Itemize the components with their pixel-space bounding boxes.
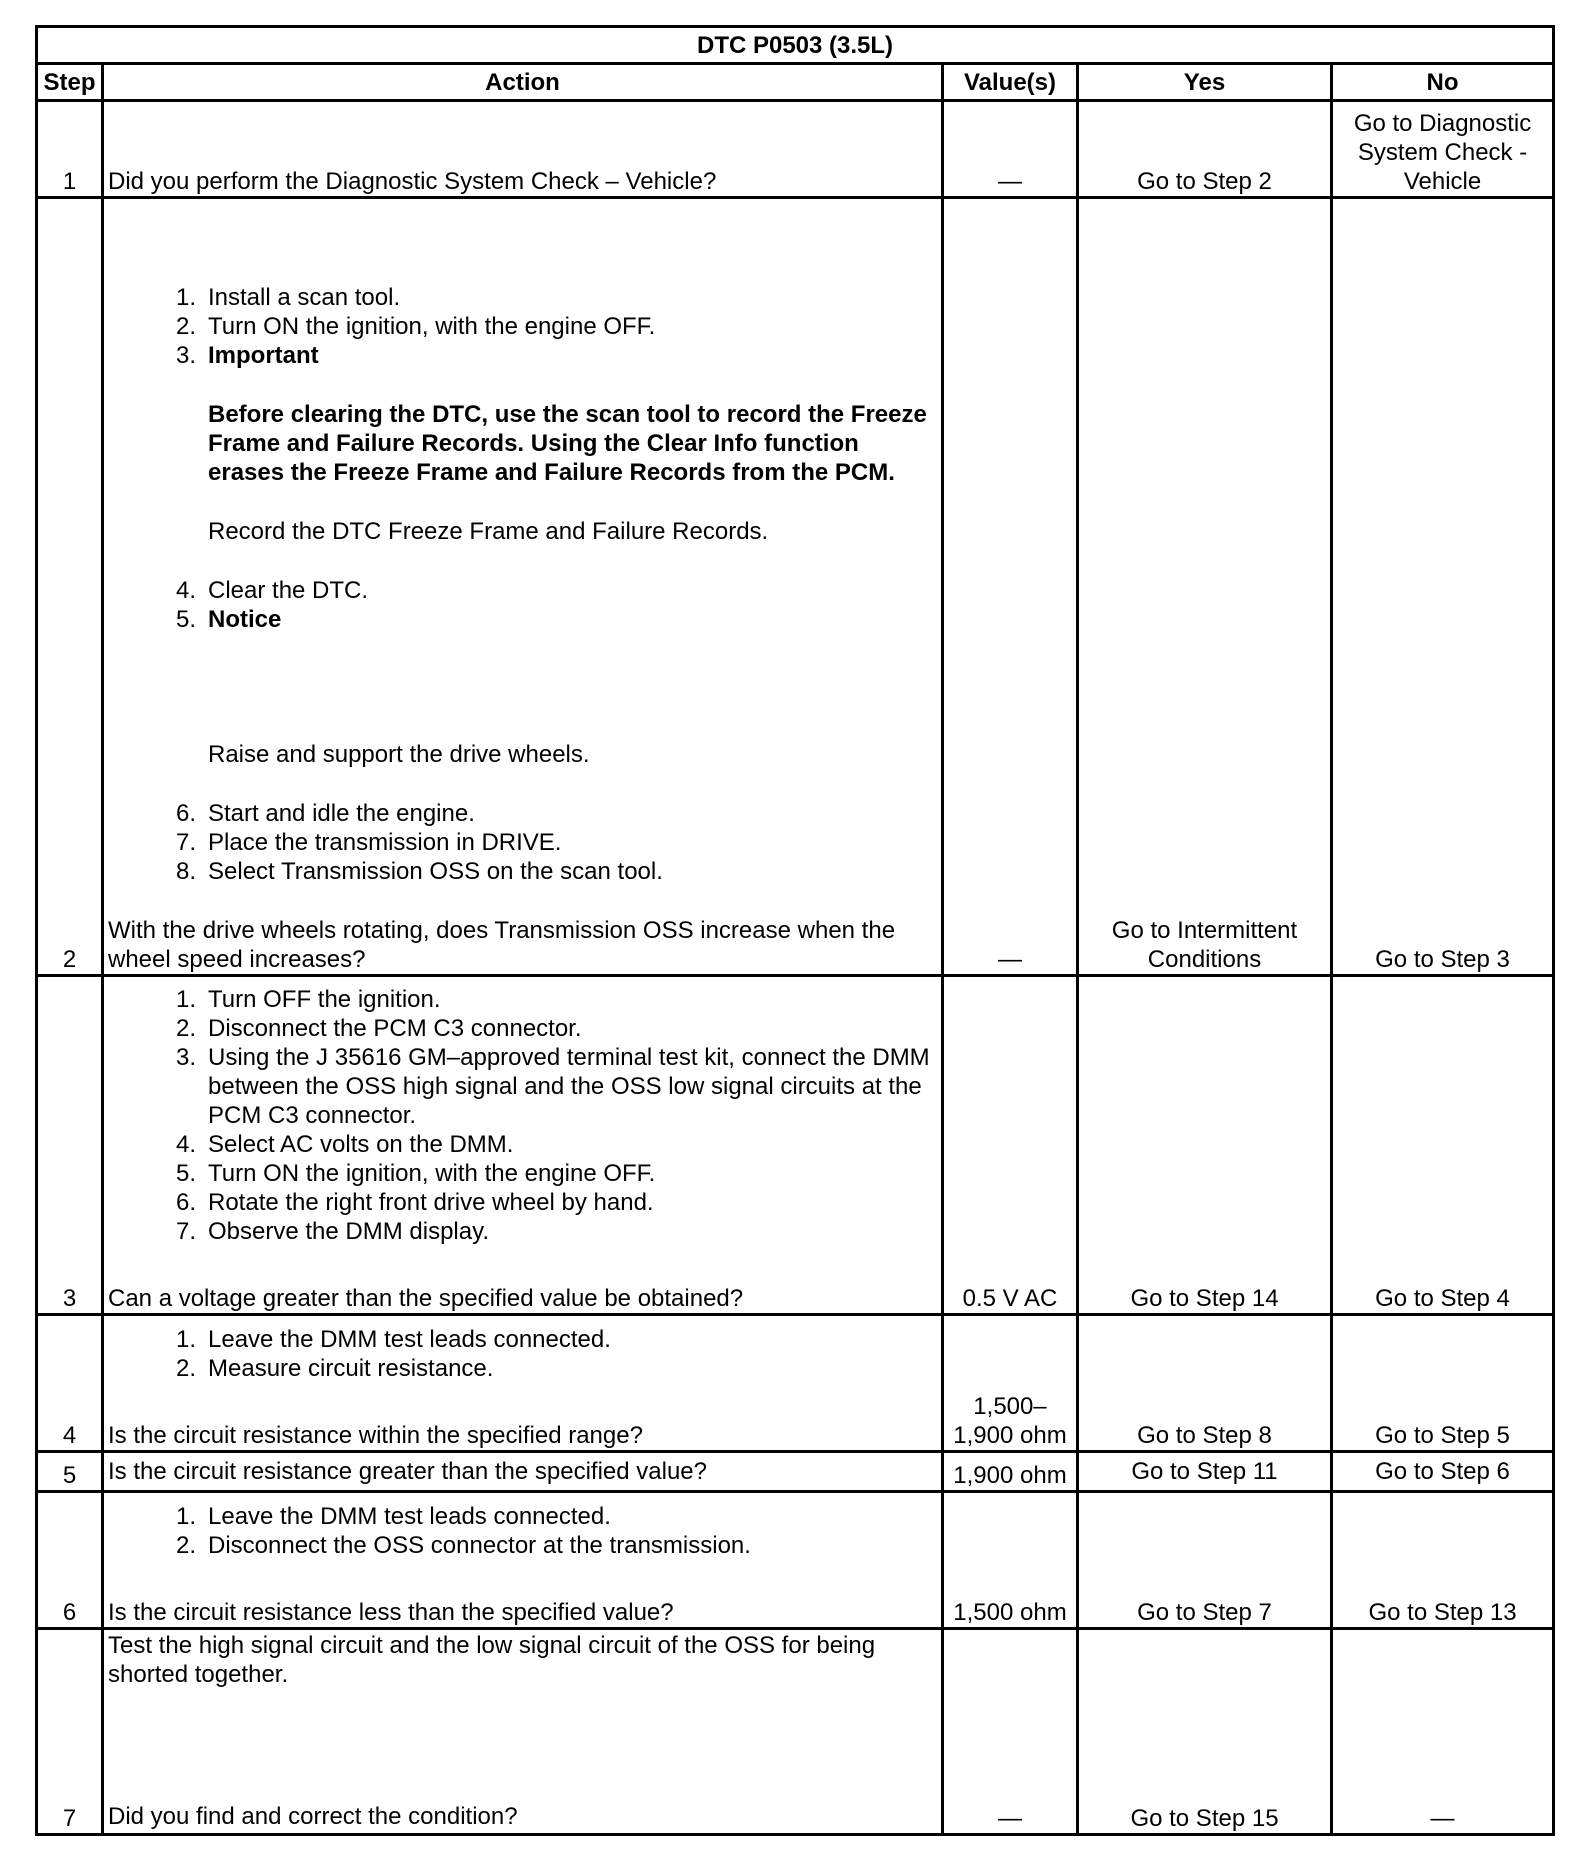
table-row [37,198,1554,976]
record-text: Record the DTC Freeze Frame and Failure Records. [208,518,769,545]
list-item: 8. Select Transmission OSS on the scan tool. [175,858,663,885]
raise-text: Raise and support the drive wheels. [208,741,590,768]
question-text: With the drive wheels rotating, does Transmission OSS increase when the wheel speed increases? [108,917,896,973]
table-row [37,1315,1554,1452]
list-item: 4. Select AC volts on the DMM. [175,1131,514,1158]
step-number: 2 [37,198,103,976]
action-list [108,1502,937,1560]
important-text: Before clearing the DTC, use the scan tool to record the Freeze Frame and Failure Records. Using the Clear Info function erases the Freeze Frame and Failure Records from the PCM. [208,401,927,486]
action-cell [103,1452,943,1492]
list-item: 4. Clear the DTC. [175,577,369,604]
list-item: 7. Place the transmission in DRIVE. [175,829,562,856]
dtc-table [35,25,1555,1836]
list-item: 3. Using the J 35616 GM–approved terminal test kit, connect the DMM between the OSS high signal and the OSS low signal circuits at the PCM C3 connector. [175,1044,930,1129]
question-text: Can a voltage greater than the specified value be obtained? [108,1285,744,1312]
header-values: Value(s) [943,64,1078,101]
list-item: 2. Disconnect the PCM C3 connector. [175,1015,582,1042]
question-text: Is the circuit resistance within the specified range? [108,1422,643,1449]
intro-text: Test the high signal circuit and the low signal circuit of the OSS for being shorted together. [108,1632,876,1688]
action-cell [103,101,943,198]
action-list [108,576,937,634]
list-item: 5. Notice [175,606,282,633]
table-title: DTC P0503 (3.5L) [37,27,1554,64]
value-cell: 1,900 ohm [943,1452,1078,1492]
action-list [108,985,937,1246]
list-item: 7. Observe the DMM display. [175,1218,489,1245]
header-yes: Yes [1078,64,1332,101]
yes-cell: Go to Step 7 [1078,1492,1332,1629]
value-cell: — [943,1629,1078,1835]
table-row [37,1452,1554,1492]
list-item: 1. Turn OFF the ignition. [175,986,441,1013]
title-row [37,27,1554,64]
list-item: 1. Leave the DMM test leads connected. [175,1326,611,1353]
step-number: 5 [37,1452,103,1492]
list-item: 3. Important [175,342,319,369]
step-number: 4 [37,1315,103,1452]
header-step: Step [37,64,103,101]
action-cell [103,1492,943,1629]
no-cell: Go to Step 6 [1332,1452,1554,1492]
action-cell [103,1315,943,1452]
table-row [37,1629,1554,1835]
action-list [108,799,937,886]
table-row [37,976,1554,1315]
list-item: 6. Start and idle the engine. [175,800,475,827]
step-number: 6 [37,1492,103,1629]
value-cell: 1,500–1,900 ohm [943,1315,1078,1452]
question-text: Did you perform the Diagnostic System Check – Vehicle? [108,168,717,195]
yes-cell: Go to Step 11 [1078,1452,1332,1492]
yes-cell: Go to Intermittent Conditions [1078,198,1332,976]
no-cell: — [1332,1629,1554,1835]
action-list [108,283,937,370]
list-item: 1. Install a scan tool. [175,284,401,311]
table-row [37,1492,1554,1629]
yes-cell: Go to Step 8 [1078,1315,1332,1452]
action-cell [103,198,943,976]
no-cell: Go to Step 3 [1332,198,1554,976]
question-text: Is the circuit resistance less than the specified value? [108,1599,674,1626]
value-cell: 0.5 V AC [943,976,1078,1315]
no-cell: Go to Step 13 [1332,1492,1554,1629]
yes-cell: Go to Step 2 [1078,101,1332,198]
list-item: 2. Turn ON the ignition, with the engine OFF. [175,313,656,340]
step-number: 7 [37,1629,103,1835]
list-item: 6. Rotate the right front drive wheel by hand. [175,1189,654,1216]
header-no: No [1332,64,1554,101]
value-cell: — [943,101,1078,198]
list-item: 2. Measure circuit resistance. [175,1355,494,1382]
question-text: Did you find and correct the condition? [108,1803,518,1830]
yes-cell: Go to Step 14 [1078,976,1332,1315]
question-text: Is the circuit resistance greater than the specified value? [108,1458,707,1485]
table-row [37,101,1554,198]
action-cell [103,976,943,1315]
no-cell: Go to Diagnostic System Check - Vehicle [1332,101,1554,198]
no-cell: Go to Step 4 [1332,976,1554,1315]
header-row [37,64,1554,101]
header-action: Action [103,64,943,101]
no-cell: Go to Step 5 [1332,1315,1554,1452]
action-cell [103,1629,943,1835]
list-item: 5. Turn ON the ignition, with the engine OFF. [175,1160,656,1187]
step-number: 3 [37,976,103,1315]
yes-cell: Go to Step 15 [1078,1629,1332,1835]
value-cell: 1,500 ohm [943,1492,1078,1629]
value-cell: — [943,198,1078,976]
action-list [108,1325,937,1383]
step-number: 1 [37,101,103,198]
list-item: 1. Leave the DMM test leads connected. [175,1503,611,1530]
list-item: 2. Disconnect the OSS connector at the transmission. [175,1532,751,1559]
